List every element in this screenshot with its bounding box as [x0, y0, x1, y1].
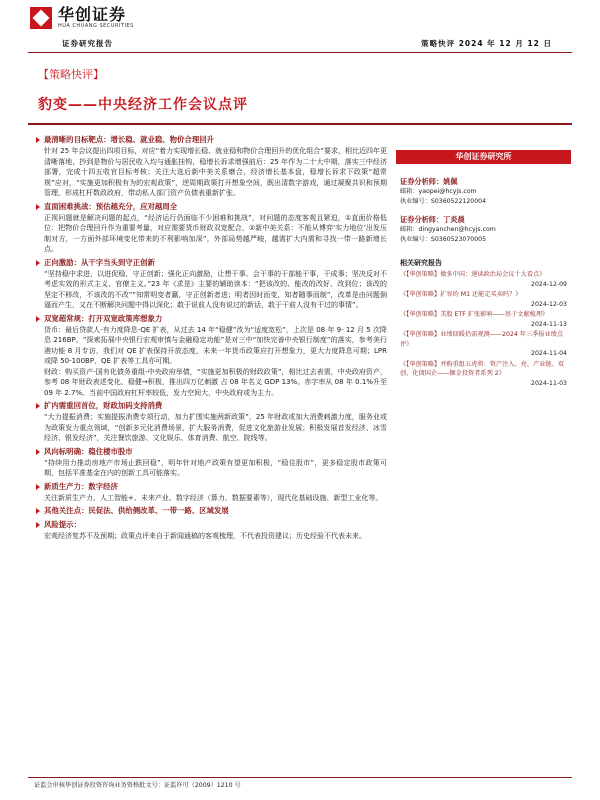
section [34, 400, 387, 444]
related-report-link[interactable]: 《【华创策略】做多中国：递读政治局会议十大看点》 [400, 271, 546, 278]
title-divider [28, 123, 572, 125]
section-body: 针对 25 年会议提出四项目标，对应“着力实现增长稳、就业稳和物价合理回升的优化组合”要求，相比近四年更清晰落地，抄到是物价与居民收入均与通胀挂钩，稳增长诉求增强前后：25 年作为二十大中期，落实三中经济部署，完成十四五收官目标考核；关注大选后新中美关系磨合，经济增长基本盘，稳增长诉求下政策“超常规”应对，“实施更加积极有为的宏观政策”，逆周期政策打开想象空间，既出清数字游戏，通过凝聚共识和预期管理，形成杠杆数政政府，带动私人部门资产负债表重新扩张。 [44, 147, 387, 197]
main-content [34, 134, 387, 544]
bullet-icon [36, 522, 40, 528]
analyst-email[interactable]: 邮箱：yaopei@hcyjs.com [400, 188, 477, 195]
section [34, 313, 387, 399]
page-title: 豹变——中央经济工作会议点评 [38, 97, 248, 113]
sidebar-title: 华创证券研究所 [396, 150, 571, 164]
page-header [0, 0, 600, 60]
analyst-cert: 执业编号：S0360522120004 [400, 197, 487, 205]
bullet-icon [36, 449, 40, 455]
section-body: 货币：最后贷款人-有力度降息-QE 扩表，从过去 14 年“稳健”改为“适度宽松”，上次是 08 年 9- 12 月 5 次降息 216BP。“探索拓展中央银行宏观审慎与金融稳定功能”是对三中“加快完善中央银行制度”的落实，参考美行港功能 8 月专访，我们对 QE 扩表保持开放态度，未来一年货币政策应打开想象力，更大力度降息可期；LPR 或降 50-100BP，QE 扩表等工具亦可期。 财政：购买资产-国有化债务重组-中央政府举债，“实施更加积极的财政政策”，相比过去表需，中央政府资产，参考 08 年财政表述变化，稳健→积极，推出四万亿刺激 占 08 年名义 GDP 13%。赤字率从 08 年 0.1%升至 09 年 2.7%。当前中国政府杠杆率较低，发力空间大，中央政府或为主力。 [44, 325, 387, 397]
related-report-date: 2024-12-03 [531, 300, 567, 308]
footer-divider [28, 777, 572, 778]
section-heading: 风向标明确：稳住楼市股市 [44, 446, 133, 456]
bullet-icon [36, 137, 40, 143]
logo-mark-icon [30, 7, 52, 29]
section-heading: 最清晰的目标靶点：增长稳、就业稳、物价合理回升 [44, 135, 214, 144]
sidebar [396, 150, 571, 389]
related-report-link[interactable]: 《【华创策略】并购重组五虎将：资产注入、亮、产业链、双创、化债国企——掘金投资者系列 2》 [400, 360, 564, 377]
section-body: 关注新质生产力、人工智能+、未来产业、数字经济（算力、数据要素等），现代化基础设施、新型工业化等。 [44, 493, 383, 502]
section-body: “坚持稳中求进，以进促稳，守正创新；强化正向激励，让想干事、会干事的干部能干事，干成事；坚决反对不考虑实效的形式主义、官僚主义。”23 年《求是》主要的辅助读本：“把该改的、能改的改好、改到位；该改的坚定不移改，不该改的不改”“知常明变者赢，守正创新者进；明者因时而变，知者随事而制”，改革是由问题倒逼而产生，又在不断解决问题中得以深化；敢于说前人没有说过的新话，敢于干前人没有干过的事情”。 [44, 269, 387, 309]
related-report-link[interactable]: 《【华创策略】业绩回暖仍需观测——2024 年三季报业绩点评》 [400, 331, 564, 348]
section [34, 257, 387, 311]
related-report-date: 2024-11-03 [531, 379, 567, 387]
section-heading: 新质生产力：数字经济 [44, 481, 118, 491]
analyst-email[interactable]: 邮箱：dingyanchen@hcyjs.com [400, 226, 496, 233]
logo-name-en: HUA CHUANG SECURITIES [58, 23, 134, 29]
section-heading: 扩内需重回首位，财政加码支持消费 [44, 401, 163, 410]
bullet-icon [36, 508, 40, 514]
bullet-icon [36, 484, 40, 490]
related-report-link[interactable]: 《【华创策略】美股 ETF 扩张影响——基于文献梳理》 [400, 311, 549, 318]
section-body: “持续用力推动房地产市场止跌回稳”，明年针对地产政策有望更加积极，“稳住股市”，更多稳定股市政策可期，包括平准基金在内的创新工具可能落实。 [44, 458, 387, 477]
section [34, 446, 387, 479]
logo-name-cn: 华创证券 [58, 5, 127, 24]
section-body: 宏观经济复苏不及预期；政策点评来自于新闻通稿的客观梳理，不代表投资建议；历史经验不代表未来。 [44, 532, 366, 540]
section-heading: 其他关注点：民促法、供给侧改革、一带一路、区域发展 [44, 506, 229, 515]
bullet-icon [36, 403, 40, 409]
related-report-date: 2024-11-04 [531, 350, 567, 357]
bullet-icon [36, 316, 40, 322]
header-divider [28, 52, 572, 53]
section-body: 正视问题就是解决问题的起点，“经济运行仍面临不少困难和挑战”，对问题的态度客观且紧迫，①直面价格低位：把物价合理回升作为重要考量，对应需要货币财政双宽配合，②新中美关系：不能从博弈‘实力地位’出发压制对方，一方面外部环境变化带来的不利影响加深”，外部局势越严峻，越需扩大内需和寻找一带一路新增长点。 [44, 213, 387, 253]
section-risk [34, 519, 387, 542]
analyst-name: 证券分析师：丁炎晨 [400, 215, 465, 224]
section-body: “大力提振消费；实施提振消费专项行动，加力扩围实施两新政策”，25 年财政或加大消费刺激力度，服务业或为政策发力重点领域，“创新多元化消费场景，扩大服务消费，促进文化旅游业发展；积极发展首发经济、冰雪经济、银发经济”，关注餐饮旅游、文化娱乐、体育消费、航空、院线等。 [44, 413, 387, 442]
bullet-icon [36, 260, 40, 266]
report-tag: 【策略快评】 [38, 68, 104, 81]
report-type: 证券研究报告 [62, 39, 113, 48]
company-logo [30, 6, 134, 30]
bullet-icon [36, 204, 40, 210]
section [34, 505, 387, 517]
footer-disclaimer: 证监会审核华创证券投资咨询业务资格批文号：证监许可（2009）1210 号 [34, 782, 241, 789]
analyst-name: 证券分析师：姚佩 [400, 177, 458, 186]
related-report-date: 2024-12-09 [531, 280, 567, 288]
analyst-cert: 执业编号：S0360523070005 [400, 235, 487, 243]
section [34, 201, 387, 255]
section-heading: 直面困难挑战：预估越充分，应对越周全 [44, 201, 178, 211]
section [34, 481, 387, 504]
related-reports-heading: 相关研究报告 [400, 259, 442, 267]
report-meta: 策略快评 2024 年 12 月 12 日 [421, 39, 552, 48]
related-report-link[interactable]: 《【华创策略】扩容的 M1 还能定买卖吗？》 [400, 291, 522, 298]
section-heading: 正向激励：从干字当头到守正创新 [44, 257, 155, 267]
section [34, 134, 387, 199]
section-heading: 双宽超常规：打开双宽政策库想象力 [44, 313, 163, 323]
related-report-date: 2024-11-13 [531, 320, 567, 328]
section-heading: 风险提示： [44, 520, 81, 529]
